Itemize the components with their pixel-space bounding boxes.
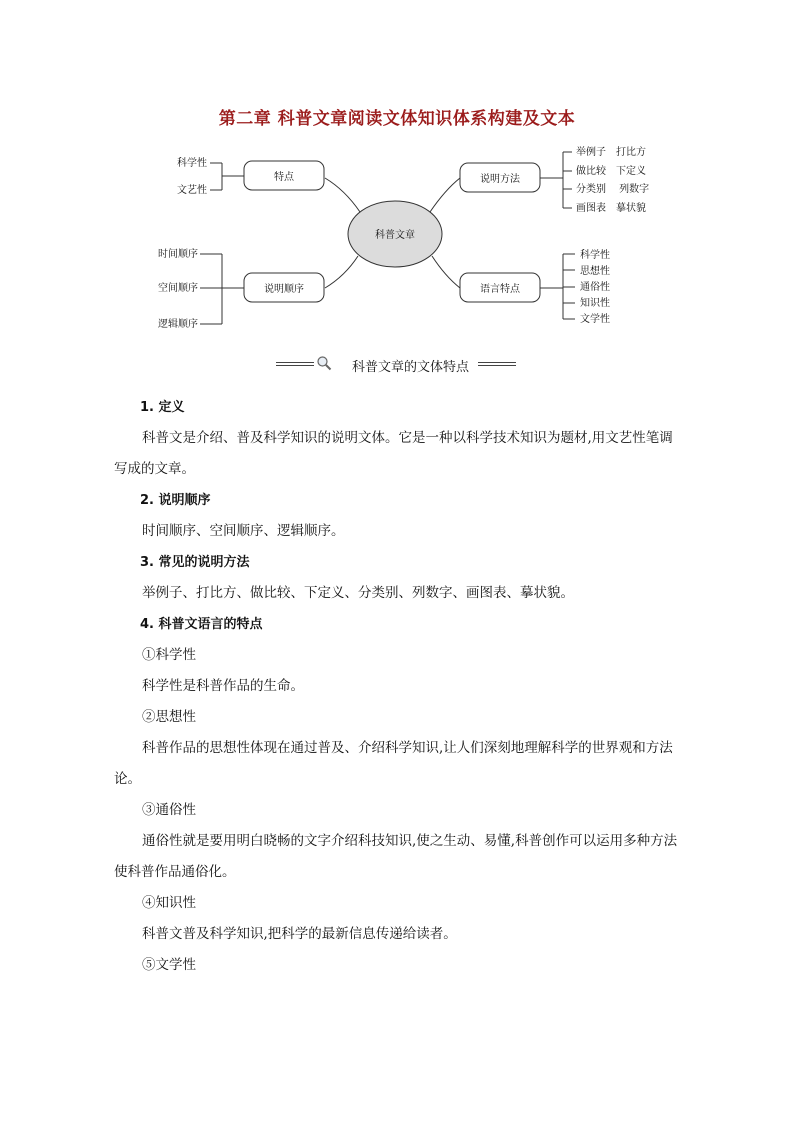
leaf-yuyan-5: 文学性: [580, 314, 610, 325]
section-header-rule-left: [276, 362, 314, 366]
section-header-rule-right: [478, 362, 516, 366]
leaf-yuyan-2: 思想性: [580, 266, 610, 277]
node-shuoming-fangfa-label: 说明方法: [480, 174, 520, 185]
mind-map-diagram: [0, 138, 794, 338]
leaf-shunxu-2: 空间顺序: [158, 283, 198, 294]
leaf-yuyan-4: 知识性: [580, 298, 610, 309]
node-shuoming-shunxu-label: 说明顺序: [264, 284, 304, 295]
paragraph-definition: 科普文是介绍、普及科学知识的说明文体。它是一种以科学技术知识为题材,用文艺性笔调写成的文章。: [114, 430, 673, 477]
paragraph-methods: 举例子、打比方、做比较、下定义、分类别、列数字、画图表、摹状貌。: [142, 585, 574, 601]
leaf-fangfa-1: 举例子 打比方: [576, 147, 646, 158]
heading-methods: 3. 常见的说明方法: [140, 555, 250, 570]
leaf-yuyan-3: 通俗性: [580, 282, 610, 293]
center-node-label: 科普文章: [375, 230, 415, 241]
leaf-yuyan-1: 科学性: [580, 250, 610, 261]
section-header: [276, 356, 516, 376]
section-header-title: 科普文章的文体特点: [352, 360, 470, 375]
leaf-shunxu-3: 逻辑顺序: [158, 319, 198, 330]
subheading-knowledge: ④知识性: [142, 895, 196, 911]
page-title: 第二章 科普文章阅读文体知识体系构建及文本: [218, 109, 576, 129]
node-yuyan-tedian-label: 语言特点: [480, 284, 520, 295]
heading-definition: 1. 定义: [140, 400, 185, 415]
paragraph-knowledge: 科普文普及科学知识,把科学的最新信息传递给读者。: [142, 926, 457, 942]
subheading-popular: ③通俗性: [142, 802, 196, 818]
paragraph-scientific: 科学性是科普作品的生命。: [142, 678, 304, 694]
leaf-fangfa-3: 分类别 列数字: [576, 184, 650, 195]
leaf-tedian-1: 科学性: [177, 158, 207, 169]
node-tedian-label: 特点: [274, 172, 294, 183]
subheading-scientific: ①科学性: [142, 647, 196, 663]
leaf-fangfa-4: 画图表 摹状貌: [576, 203, 646, 214]
paragraph-order: 时间顺序、空间顺序、逻辑顺序。: [142, 523, 345, 539]
heading-language: 4. 科普文语言的特点: [140, 617, 263, 632]
leaf-fangfa-2: 做比较 下定义: [576, 166, 646, 177]
heading-order: 2. 说明顺序: [140, 493, 211, 508]
paragraph-ideological: 科普作品的思想性体现在通过普及、介绍科学知识,让人们深刻地理解科学的世界观和方法论。: [114, 740, 673, 787]
subheading-literary: ⑤文学性: [142, 957, 196, 973]
magnifier-icon: [316, 355, 332, 371]
subheading-ideological: ②思想性: [142, 709, 196, 725]
leaf-shunxu-1: 时间顺序: [158, 249, 198, 260]
paragraph-popular: 通俗性就是要用明白晓畅的文字介绍科技知识,使之生动、易懂,科普创作可以运用多种方法使科普作品通俗化。: [114, 833, 678, 880]
article-body: [114, 392, 682, 981]
leaf-tedian-2: 文艺性: [177, 185, 207, 196]
